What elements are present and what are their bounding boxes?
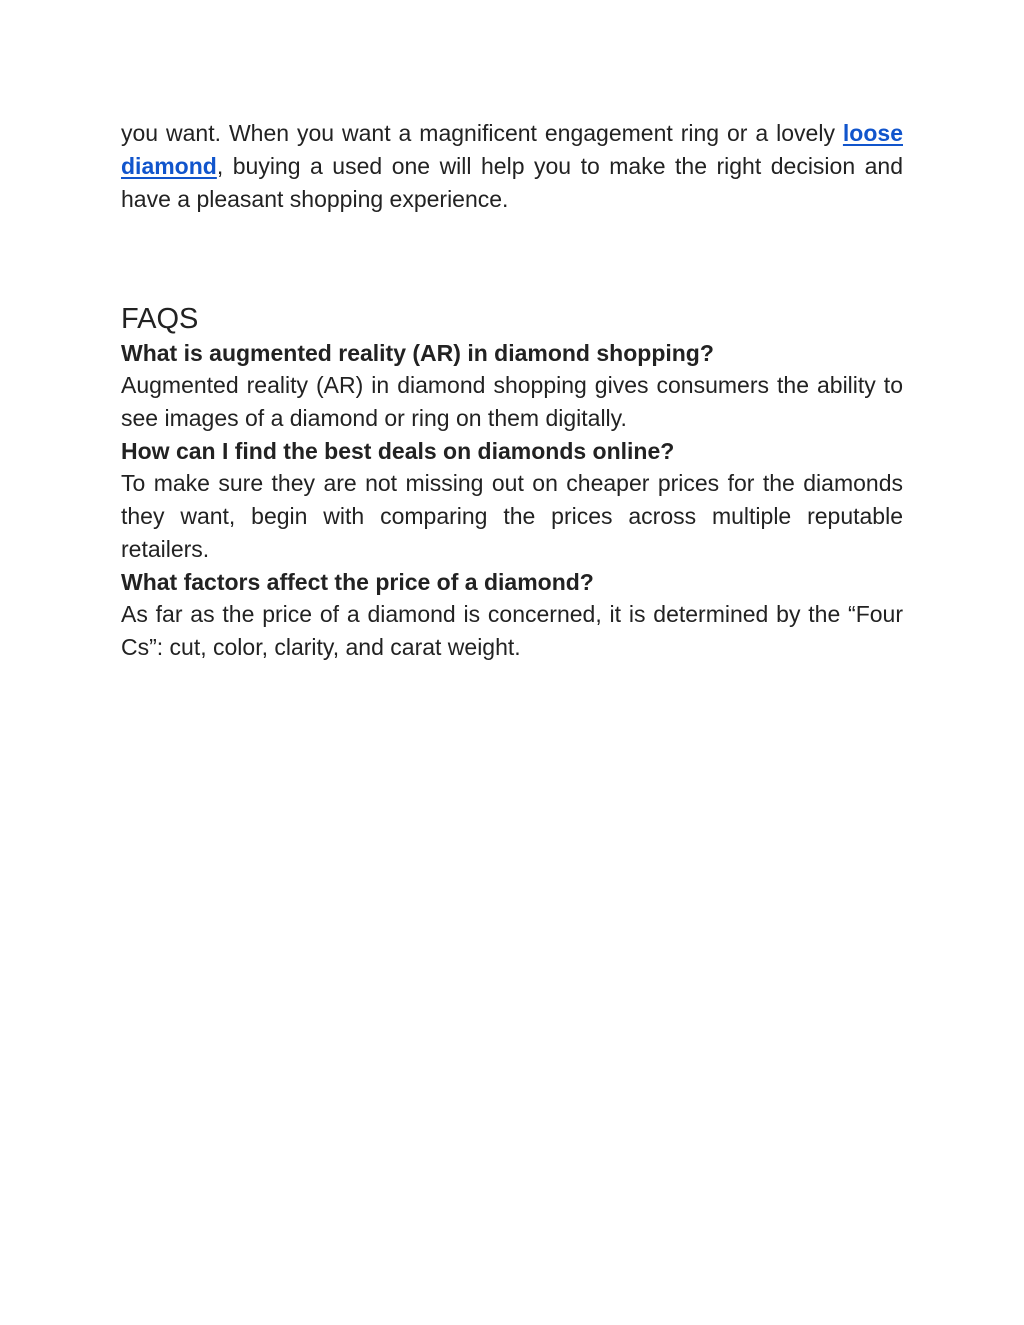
faq-question-1: What is augmented reality (AR) in diamond shopping?: [121, 340, 714, 366]
faq-answer-3: As far as the price of a diamond is concerned, it is determined by the “Four Cs”: cut, color, clarity, and carat weight.: [121, 601, 903, 660]
faq-question-2: How can I find the best deals on diamonds online?: [121, 438, 675, 464]
intro-text-before-link: you want. When you want a magnificent engagement ring or a lovely: [121, 120, 843, 146]
faq-answer-2: To make sure they are not missing out on cheaper prices for the diamonds they want, begin with comparing the prices across multiple reputable retailers.: [121, 470, 903, 562]
loose-diamond-link[interactable]: loose diamond: [121, 120, 903, 179]
intro-text-after-link: , buying a used one will help you to make the right decision and have a pleasant shopping experience.: [121, 153, 903, 212]
faq-question-3: What factors affect the price of a diamond?: [121, 569, 594, 595]
document-page: [121, 117, 903, 664]
faqs-heading: FAQS: [121, 303, 199, 335]
intro-paragraph: [121, 117, 903, 216]
faq-answer-1: Augmented reality (AR) in diamond shopping gives consumers the ability to see images of a diamond or ring on them digitally.: [121, 372, 903, 431]
